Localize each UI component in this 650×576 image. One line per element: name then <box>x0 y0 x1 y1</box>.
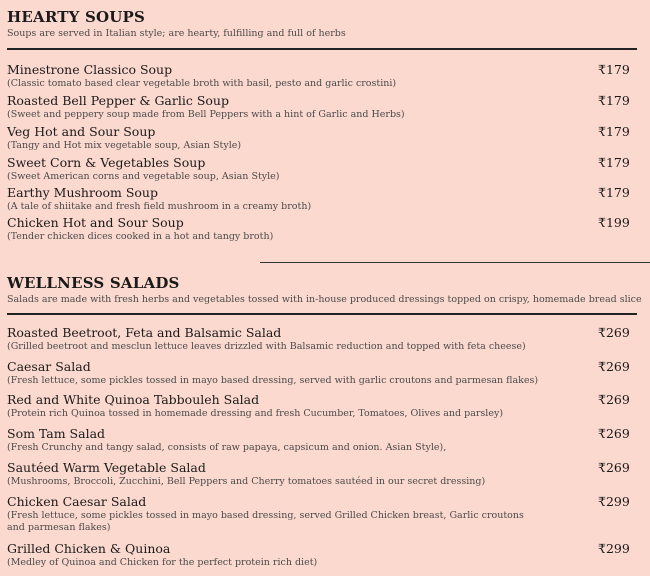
item-name: Roasted Beetroot, Feta and Balsamic Salad <box>7 325 282 340</box>
item-name: Roasted Bell Pepper & Garlic Soup <box>7 93 229 108</box>
item-price: ₹179 <box>598 124 630 139</box>
item-name: Veg Hot and Sour Soup <box>7 124 156 139</box>
item-description: (Mushrooms, Broccoli, Zucchini, Bell Peppers and Cherry tomatoes sautéed in our secret dressing) <box>7 476 486 487</box>
item-name: Earthy Mushroom Soup <box>7 185 158 200</box>
item-description: (Tender chicken dices cooked in a hot and tangy broth) <box>7 231 274 242</box>
item-description: (A tale of shiitake and fresh field mushroom in a creamy broth) <box>7 201 312 212</box>
item-price: ₹269 <box>598 460 630 475</box>
item-price: ₹179 <box>598 93 630 108</box>
item-price: ₹269 <box>598 359 630 374</box>
item-description: (Tangy and Hot mix vegetable soup, Asian Style) <box>7 140 242 151</box>
item-name: Chicken Hot and Sour Soup <box>7 215 184 230</box>
item-description: (Sweet and peppery soup made from Bell Peppers with a hint of Garlic and Herbs) <box>7 109 405 120</box>
item-description: (Sweet American corns and vegetable soup, Asian Style) <box>7 171 280 182</box>
soups-divider <box>7 48 637 50</box>
item-name: Sweet Corn & Vegetables Soup <box>7 155 206 170</box>
item-description: (Fresh lettuce, some pickles tossed in mayo based dressing, served Grilled Chicken breast, Garlic croutons and parmesan flakes) <box>7 510 524 533</box>
item-description: (Classic tomato based clear vegetable broth with basil, pesto and garlic crostini) <box>7 78 397 89</box>
item-description: (Protein rich Quinoa tossed in homemade dressing and fresh Cucumber, Tomatoes, Olives and parsley) <box>7 408 504 419</box>
item-price: ₹269 <box>598 392 630 407</box>
item-name: Caesar Salad <box>7 359 91 374</box>
item-price: ₹299 <box>598 541 630 556</box>
item-price: ₹179 <box>598 155 630 170</box>
item-name: Minestrone Classico Soup <box>7 62 173 77</box>
soups-title: HEARTY SOUPS <box>7 8 146 26</box>
item-price: ₹299 <box>598 494 630 509</box>
item-price: ₹179 <box>598 185 630 200</box>
section-separator <box>260 262 650 263</box>
item-price: ₹269 <box>598 426 630 441</box>
item-price: ₹199 <box>598 215 630 230</box>
item-name: Grilled Chicken & Quinoa <box>7 541 171 556</box>
item-description: (Fresh Crunchy and tangy salad, consists of raw papaya, capsicum and onion. Asian Style), <box>7 442 447 453</box>
item-description: (Fresh lettuce, some pickles tossed in mayo based dressing, served with garlic croutons and parmesan flakes) <box>7 375 539 386</box>
item-name: Chicken Caesar Salad <box>7 494 147 509</box>
soups-subtitle: Soups are served in Italian style; are hearty, fulfilling and full of herbs <box>7 28 346 39</box>
salads-title: WELLNESS SALADS <box>7 274 180 292</box>
item-name: Sautéed Warm Vegetable Salad <box>7 460 206 475</box>
salads-divider <box>7 313 637 315</box>
item-description: (Medley of Quinoa and Chicken for the perfect protein rich diet) <box>7 557 318 568</box>
item-price: ₹179 <box>598 62 630 77</box>
item-name: Red and White Quinoa Tabbouleh Salad <box>7 392 260 407</box>
salads-subtitle: Salads are made with fresh herbs and vegetables tossed with in-house produced dressings topped on crispy, homemade bread slice <box>7 294 642 305</box>
item-price: ₹269 <box>598 325 630 340</box>
item-name: Som Tam Salad <box>7 426 106 441</box>
item-description: (Grilled beetroot and mesclun lettuce leaves drizzled with Balsamic reduction and topped with feta cheese) <box>7 341 526 352</box>
